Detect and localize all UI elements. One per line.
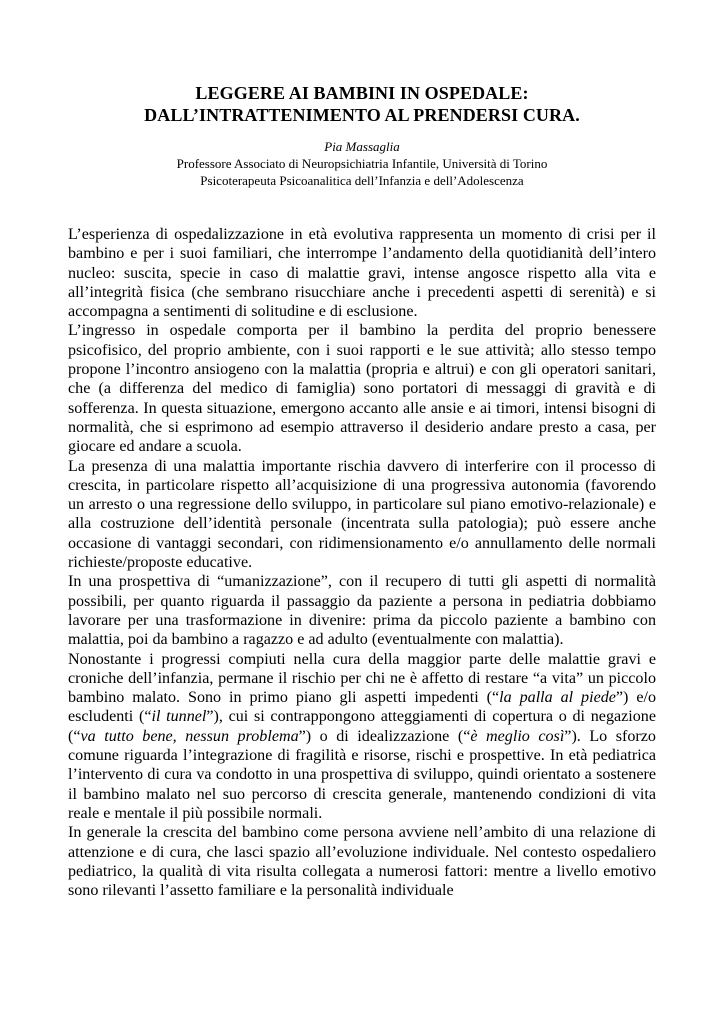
paragraph-6: In generale la crescita del bambino come persona avviene nell’ambito di una relazione di attenzione e di cura, che lasci spazio all’evoluzione individuale. Nel contesto ospedaliero pediatrico, la qualità di vita risulta collegata a numerosi fattori: mentre a livello emotivo sono rilevanti l’assetto familiare e la personalità individuale (68, 824, 656, 900)
paragraph-5-italic-3: va tutto bene, nessun problema (80, 727, 299, 745)
paragraph-3: La presenza di una malattia importante rischia davvero di interferire con il processo di crescita, in particolare rispetto all’acquisizione di una progressiva autonomia (favorendo un arresto o una regressione dello sviluppo, in particolare sul piano emotivo-relazionale) e alla costruzione dell’identità personale (incentrata sulla patologia); può essere anche occasione di vantaggi secondari, con ridimensionamento e/o annullamento delle normali richieste/proposte educative. (68, 457, 656, 572)
paragraph-2: L’ingresso in ospedale comporta per il bambino la perdita del proprio benessere psicofisico, del proprio ambiente, con i suoi rapporti e le sue attività; allo stesso tempo propone l’incontro ansiogeno con la malattia (propria e altrui) e con gli operatori sanitari, che (a differenza del medico di famiglia) sono portatori di messaggi di gravità e di sofferenza. In questa situazione, emergono accanto alle ansie e ai timori, intensi bisogni di normalità, che si esprimono ad esempio attraverso il desiderio andare presto a casa, per giocare ed andare a scuola. (68, 322, 656, 456)
paragraph-5-text-5: ”). Lo sforzo comune riguarda l’integrazione di fragilità e risorse, rischi e prospettive. In età pediatrica l’intervento di cura va condotto in una prospettiva di sviluppo, quindi orientato a sostenere il bambino malato nel suo percorso di crescita generale, mantenendo condizioni di vita reale e mentale il più possibile normali. (68, 727, 656, 822)
document-page (68, 82, 656, 900)
document-title (68, 82, 656, 126)
author-role-1: Professore Associato di Neuropsichiatria Infantile, Università di Torino (176, 156, 548, 171)
paragraph-4: In una prospettiva di “umanizzazione”, con il recupero di tutti gli aspetti di normalità possibili, per quanto riguarda il passaggio da paziente a persona in pediatria dobbiamo lavorare per una trasformazione in divenire: prima da piccolo paziente a bambino con malattia, poi da bambino a ragazzo e ad adulto (eventualmente con malattia). (68, 573, 656, 649)
paragraph-5-text-3: ”), cui si contrappongono atteggiamenti di copertura o di negazione (“ (68, 708, 656, 745)
author-role-2: Psicoterapeuta Psicoanalitica dell’Infanzia e dell’Adolescenza (200, 173, 524, 188)
paragraph-5-text-2: ”) e/o escludenti (“ (68, 689, 656, 726)
paragraph-5 (68, 650, 656, 824)
title-line-2: DALL’INTRATTENIMENTO AL PRENDERSI CURA. (144, 105, 580, 125)
document-body (68, 225, 656, 900)
paragraph-5-italic-2: il tunnel (151, 708, 207, 726)
paragraph-5-text-4: ”) o di idealizzazione (“ (298, 727, 471, 745)
paragraph-5-italic-1: la palla al piede (499, 689, 616, 707)
paragraph-5-text-1: Nonostante i progressi compiuti nella cura della maggior parte delle malattie gravi e croniche dell’infanzia, permane il rischio per chi ne è affetto di restare “a vita” un piccolo bambino malato. Sono in primo piano gli aspetti impedenti (“ (68, 650, 656, 707)
paragraph-5-italic-4: è meglio così (470, 727, 565, 745)
paragraph-1: L’esperienza di ospedalizzazione in età evolutiva rappresenta un momento di crisi per il bambino e per i suoi familiari, che interrompe l’andamento della quotidianità dell’intero nucleo: suscita, specie in caso di malattie gravi, intense angosce rispetto alla vita e all’integrità fisica (che sembrano risucchiare anche i precedenti aspetti di serenità) e si accompagna a sentimenti di solitudine e di esclusione. (68, 226, 656, 321)
author-block (68, 138, 656, 189)
title-line-1: LEGGERE AI BAMBINI IN OSPEDALE: (195, 83, 529, 103)
author-name: Pia Massaglia (324, 139, 400, 154)
